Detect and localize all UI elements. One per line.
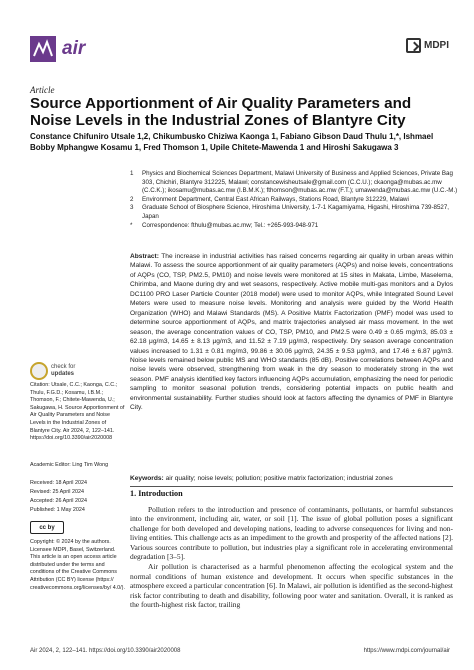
affiliations [130, 170, 460, 230]
publisher-logo[interactable] [406, 38, 449, 53]
copyright-notice: Copyright: © 2024 by the authors. Licensee MDPI, Basel, Switzerland. This article is an open access article distributed under the terms and conditions of the Creative Commons Attribution (CC BY) license (https:// creativecommons.org/licenses/by/ 4.0/). [30, 539, 125, 591]
journal-name[interactable]: air [62, 38, 86, 59]
cc-license-badge[interactable] [30, 521, 64, 534]
page-title: Source Apportionment of Air Quality Parameters and Noise Levels in the Industrial Zones of Blantyre City [30, 95, 412, 129]
paragraph: Air pollution is characterised as a harmful phenomenon affecting the ecological system and the normal conditions of human existence and development. It occurs when specific substances in the atmosphere exceed a particular concentration [6]. In Malawi, air pollution is identified as the second-highest risk factor contributing to death and disability, following poor water and sanitation. Overall, it is ranked as the fourth-highest risk factor, trailing [130, 562, 453, 610]
abstract-text: The increase in industrial activities has raised concerns regarding air quality in urban areas within Malawi. To assess the source apportionment of air quality parameters (AQPs) and noise levels, concentrations of AQPs (CO, TSP, PM2.5, PM10) and noise levels were monitored at 15 sites in Makata, Limbe, Maselema, Chirimba, and Maone during dry and wet seasons, respectively. Active mobile multi-gas monitors and a Dylos DC1100 PRO Laser Particle Counter (2018 model) were used to monitor AQPs, while Integrated Sound Level Meters were used to measure noise levels. Monitoring and analysis were guided by the World Health Organization (WHO) and Malawi Standards (MS). A Positive Matrix Factorization (PMF) model was used to determine source apportionment of AQPs, and matrix trajectories analysed air mass movement. In the wet season, the average concentration values of CO, TSP, PM10, and PM2.5 were 0.49 ± 0.65 mg/m3, 85.03 ± 62.18 μg/m3, 14.65 ± 8.13 μg/m3, and 11.52 ± 7.19 μg/m3, respectively. Dry season average concentration values increased to 1.31 ± 0.81 mg/m3, 99.86 ± 30.06 μg/m3, 24.35 ± 9.53 μg/m3, and 17.46 ± 6.87 μg/m3. Noise levels remained below public MS and WHO standards (85 dB). Positive correlations between AQPs and noise levels were observed, strengthening from weak in the dry season to moderately strong in the wet season. PMF analysis identified key factors influencing AQPs accumulation, emphasizing the need for periodic sampling to monitor seasonal pollution trends, considering potential impacts on public health and environmental sustainability. Further studies should look at factors affecting the dynamics of PMF in Blantyre City. [130, 253, 453, 412]
check-updates-icon [30, 362, 48, 380]
mdpi-logo-icon [406, 38, 421, 53]
journal-logo-icon [30, 36, 56, 62]
academic-editor: Academic Editor: Ling Tim Wong [30, 462, 109, 468]
page-footer [30, 648, 450, 654]
article-type: Article [30, 85, 55, 95]
author-list: Constance Chifuniro Utsale 1,2, Chikumbusko Chiziwa Kaonga 1, Fabiano Gibson Daud Thulu 1,*, Ishmael Bobby Mphangwe Kosamu 1, Fred Thomson 1, Upile Chitete-Mawenda 1 and Hiroshi Sakugawa 3 [30, 132, 434, 152]
keywords [130, 474, 453, 483]
abstract-label: Abstract: [130, 253, 159, 260]
introduction-body [130, 505, 453, 609]
affiliation-item: 2 Environment Department, Central East African Railways, Stations Road, Blantyre 312229, Malawi [130, 195, 409, 203]
abstract [130, 252, 453, 413]
citation[interactable]: Citation: Utsale, C.C.; Kaonga, C.C.; Thulu, F.G.D.; Kosamu, I.B.M.; Thomson, F.; Chitete-Mawenda, U.; Sakugawa, H. Source Apportionment of Air Quality Parameters and Noise Levels in the Industrial Zones of Blantyre City. Air 2024, 2, 122–141. https://doi.org/10.3390/air2020008 [30, 382, 125, 442]
publication-dates: Received: 18 April 2024 Revised: 25 April 2024 Accepted: 26 April 2024 Published: 1 May 2024 [30, 480, 87, 513]
section-heading: 1. Introduction [130, 489, 183, 498]
affiliation-item: 1 Physics and Biochemical Sciences Department, Malawi University of Business and Applied Sciences, Private Bag 303, Chichiri, Blantyre 312225, Malawi; constancewisheutsale@gmail.com (C.C.U.); ckaonga@mubas.ac.mw (C.C.K.); ikosamu@mubas.ac.mw (I.B.M.K.); fthomson@mubas.ac.mw (F.T.); umawenda@mubas.ac.mw (U.C.-M.) [130, 170, 458, 195]
footer-citation[interactable]: Air 2024, 2, 122–141. https://doi.org/10.3390/air2020008 [30, 648, 181, 654]
keywords-text: air quality; noise levels; pollution; positive matrix factorization; industrial zones [165, 475, 393, 482]
check-for-updates-button[interactable]: check for updates [30, 362, 75, 380]
paragraph: Pollution refers to the introduction and presence of contaminants, pollutants, or harmful substances into the environment, including air, water, or soil [1]. The issue of global pollution poses a significant challenge for both developed and developing nations, leading to adverse consequences for living and non-living entities. This challenge acts as an impediment to the growth and prosperity of the affected nations [2]. Various sources contribute to pollution, but industries play a significant role in accelerating environmental degradation [3–5]. [130, 505, 453, 562]
keywords-label: Keywords: [130, 475, 164, 482]
footer-journal-link[interactable]: https://www.mdpi.com/journal/air [363, 648, 450, 654]
publisher-name: MDPI [424, 40, 449, 51]
correspondence: * Correspondence: fthulu@mubas.ac.mw; Tel.: +265-993-948-971 [130, 221, 319, 229]
affiliation-item: 3 Graduate School of Biosphere Science, Hiroshima University, 1-7-1 Kagamiyama, Higashi, Hiroshima 739-8527, Japan [130, 204, 449, 220]
divider [130, 486, 453, 487]
cc-by-icon: cc by [39, 524, 55, 531]
